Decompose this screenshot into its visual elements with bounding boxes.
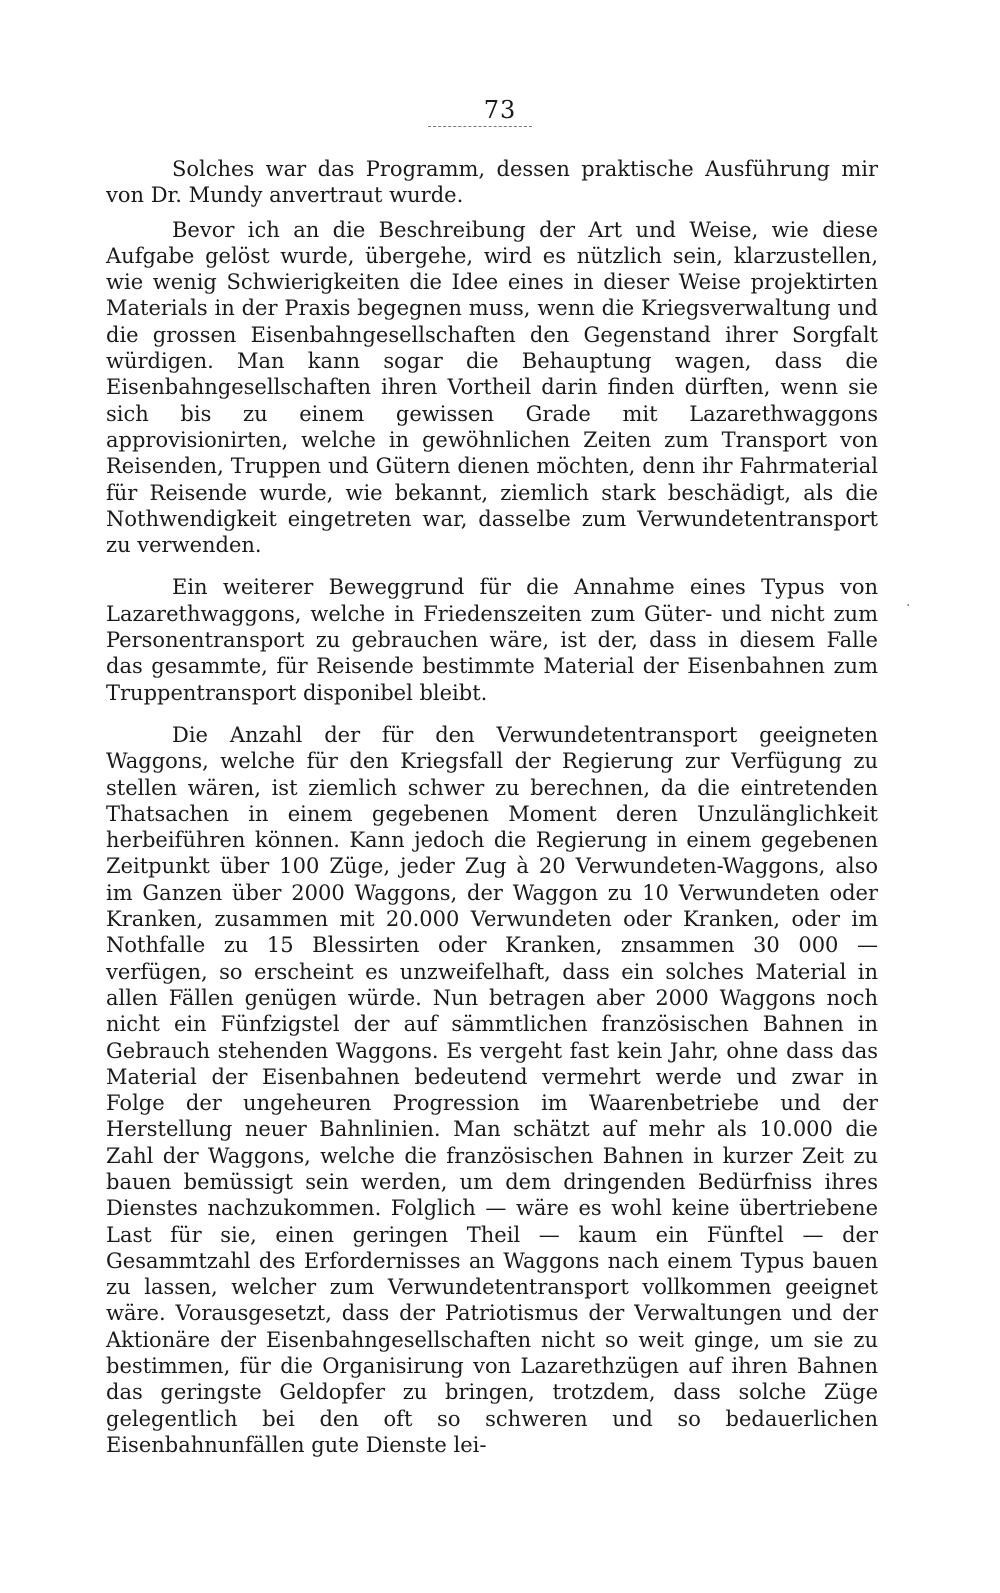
stray-mark: · xyxy=(906,598,911,614)
paragraph-4: Die Anzahl der für den Verwundetentransport geeigneten Waggons, welche für den Kriegsfall der Regierung zur Verfügung zu stellen wären, ist ziemlich schwer zu berechnen, da die eintretenden Thatsachen in einem gegebenen Moment deren Unzulänglichkeit herbeiführen können. Kann jedoch die Regierung in einem gegebenen Zeitpunkt über 100 Züge, jeder Zug à 20 Verwundeten-Waggons, also im Ganzen über 2000 Waggons, der Waggon zu 10 Verwundeten oder Kranken, zusammen mit 20.000 Verwundeten oder Kranken, oder im Nothfalle zu 15 Blessirten oder Kranken, znsammen 30 000 — verfügen, so erscheint es unzweifelhaft, dass ein solches Material in allen Fällen genügen würde. Nun betragen aber 2000 Waggons noch nicht ein Fünfzigstel der auf sämmtlichen französischen Bahnen in Gebrauch stehenden Waggons. Es vergeht fast kein Jahr, ohne dass das Material der Eisenbahnen bedeutend vermehrt werde und zwar in Folge der ungeheuren Progression im Waarenbetriebe und der Herstellung neuer Bahnlinien. Man schätzt auf mehr als 10.000 die Zahl der Waggons, welche die französischen Bahnen in kurzer Zeit zu bauen bemüssigt sein werden, um dem dringenden Bedürfniss ihres Dienstes nachzukommen. Folglich — wäre es wohl keine übertriebene Last für sie, einen geringen Theil — kaum ein Fünftel — der Gesammtzahl des Erfordernisses an Waggons nach einem Typus bauen zu lassen, welcher zum Verwundetentransport vollkommen geeignet wäre. Vorausgesetzt, dass der Patriotismus der Verwaltungen und der Aktionäre der Eisenbahngesellschaften nicht so weit ginge, um sie zu bestimmen, für die Organisirung von Lazarethzügen auf ihren Bahnen das geringste Geldopfer zu bringen, trotzdem, dass solche Züge gelegentlich bei den oft so schweren und so bedauerlichen Eisenbahnunfällen gute Dienste lei- xyxy=(106,722,878,1457)
header-rule xyxy=(428,126,532,127)
paragraph-2: Bevor ich an die Beschreibung der Art und Weise, wie diese Aufgabe gelöst wurde, übergehe, wird es nützlich sein, klarzustellen, wie wenig Schwierigkeiten die Idee eines in dieser Weise projektirten Materials in der Praxis begegnen muss, wenn die Kriegsverwaltung und die grossen Eisenbahngesellschaften den Gegenstand ihrer Sorgfalt würdigen. Man kann sogar die Behauptung wagen, dass die Eisenbahngesellschaften ihren Vortheil darin finden dürften, wenn sie sich bis zu einem gewissen Grade mit Lazarethwaggons approvisionirten, welche in gewöhnlichen Zeiten zum Transport von Reisenden, Truppen und Gütern dienen möchten, denn ihr Fahrmaterial für Reisende wurde, wie bekannt, ziemlich stark beschädigt, als die Nothwendigkeit eingetreten war, dasselbe zum Verwundetentransport zu verwenden. xyxy=(106,217,878,558)
page-number: 73 xyxy=(483,96,517,124)
paragraph-1: Solches war das Programm, dessen praktische Ausführung mir von Dr. Mundy anvertraut wurde. xyxy=(106,157,878,208)
paragraph-3: Ein weiterer Beweggrund für die Annahme eines Typus von Lazarethwaggons, welche in Friedenszeiten zum Güter- und nicht zum Personentransport zu gebrauchen wäre, ist der, dass in diesem Falle das gesammte, für Reisende bestimmte Material der Eisenbahnen zum Truppentransport disponibel bleibt. xyxy=(106,575,878,705)
text-body xyxy=(106,156,878,1458)
